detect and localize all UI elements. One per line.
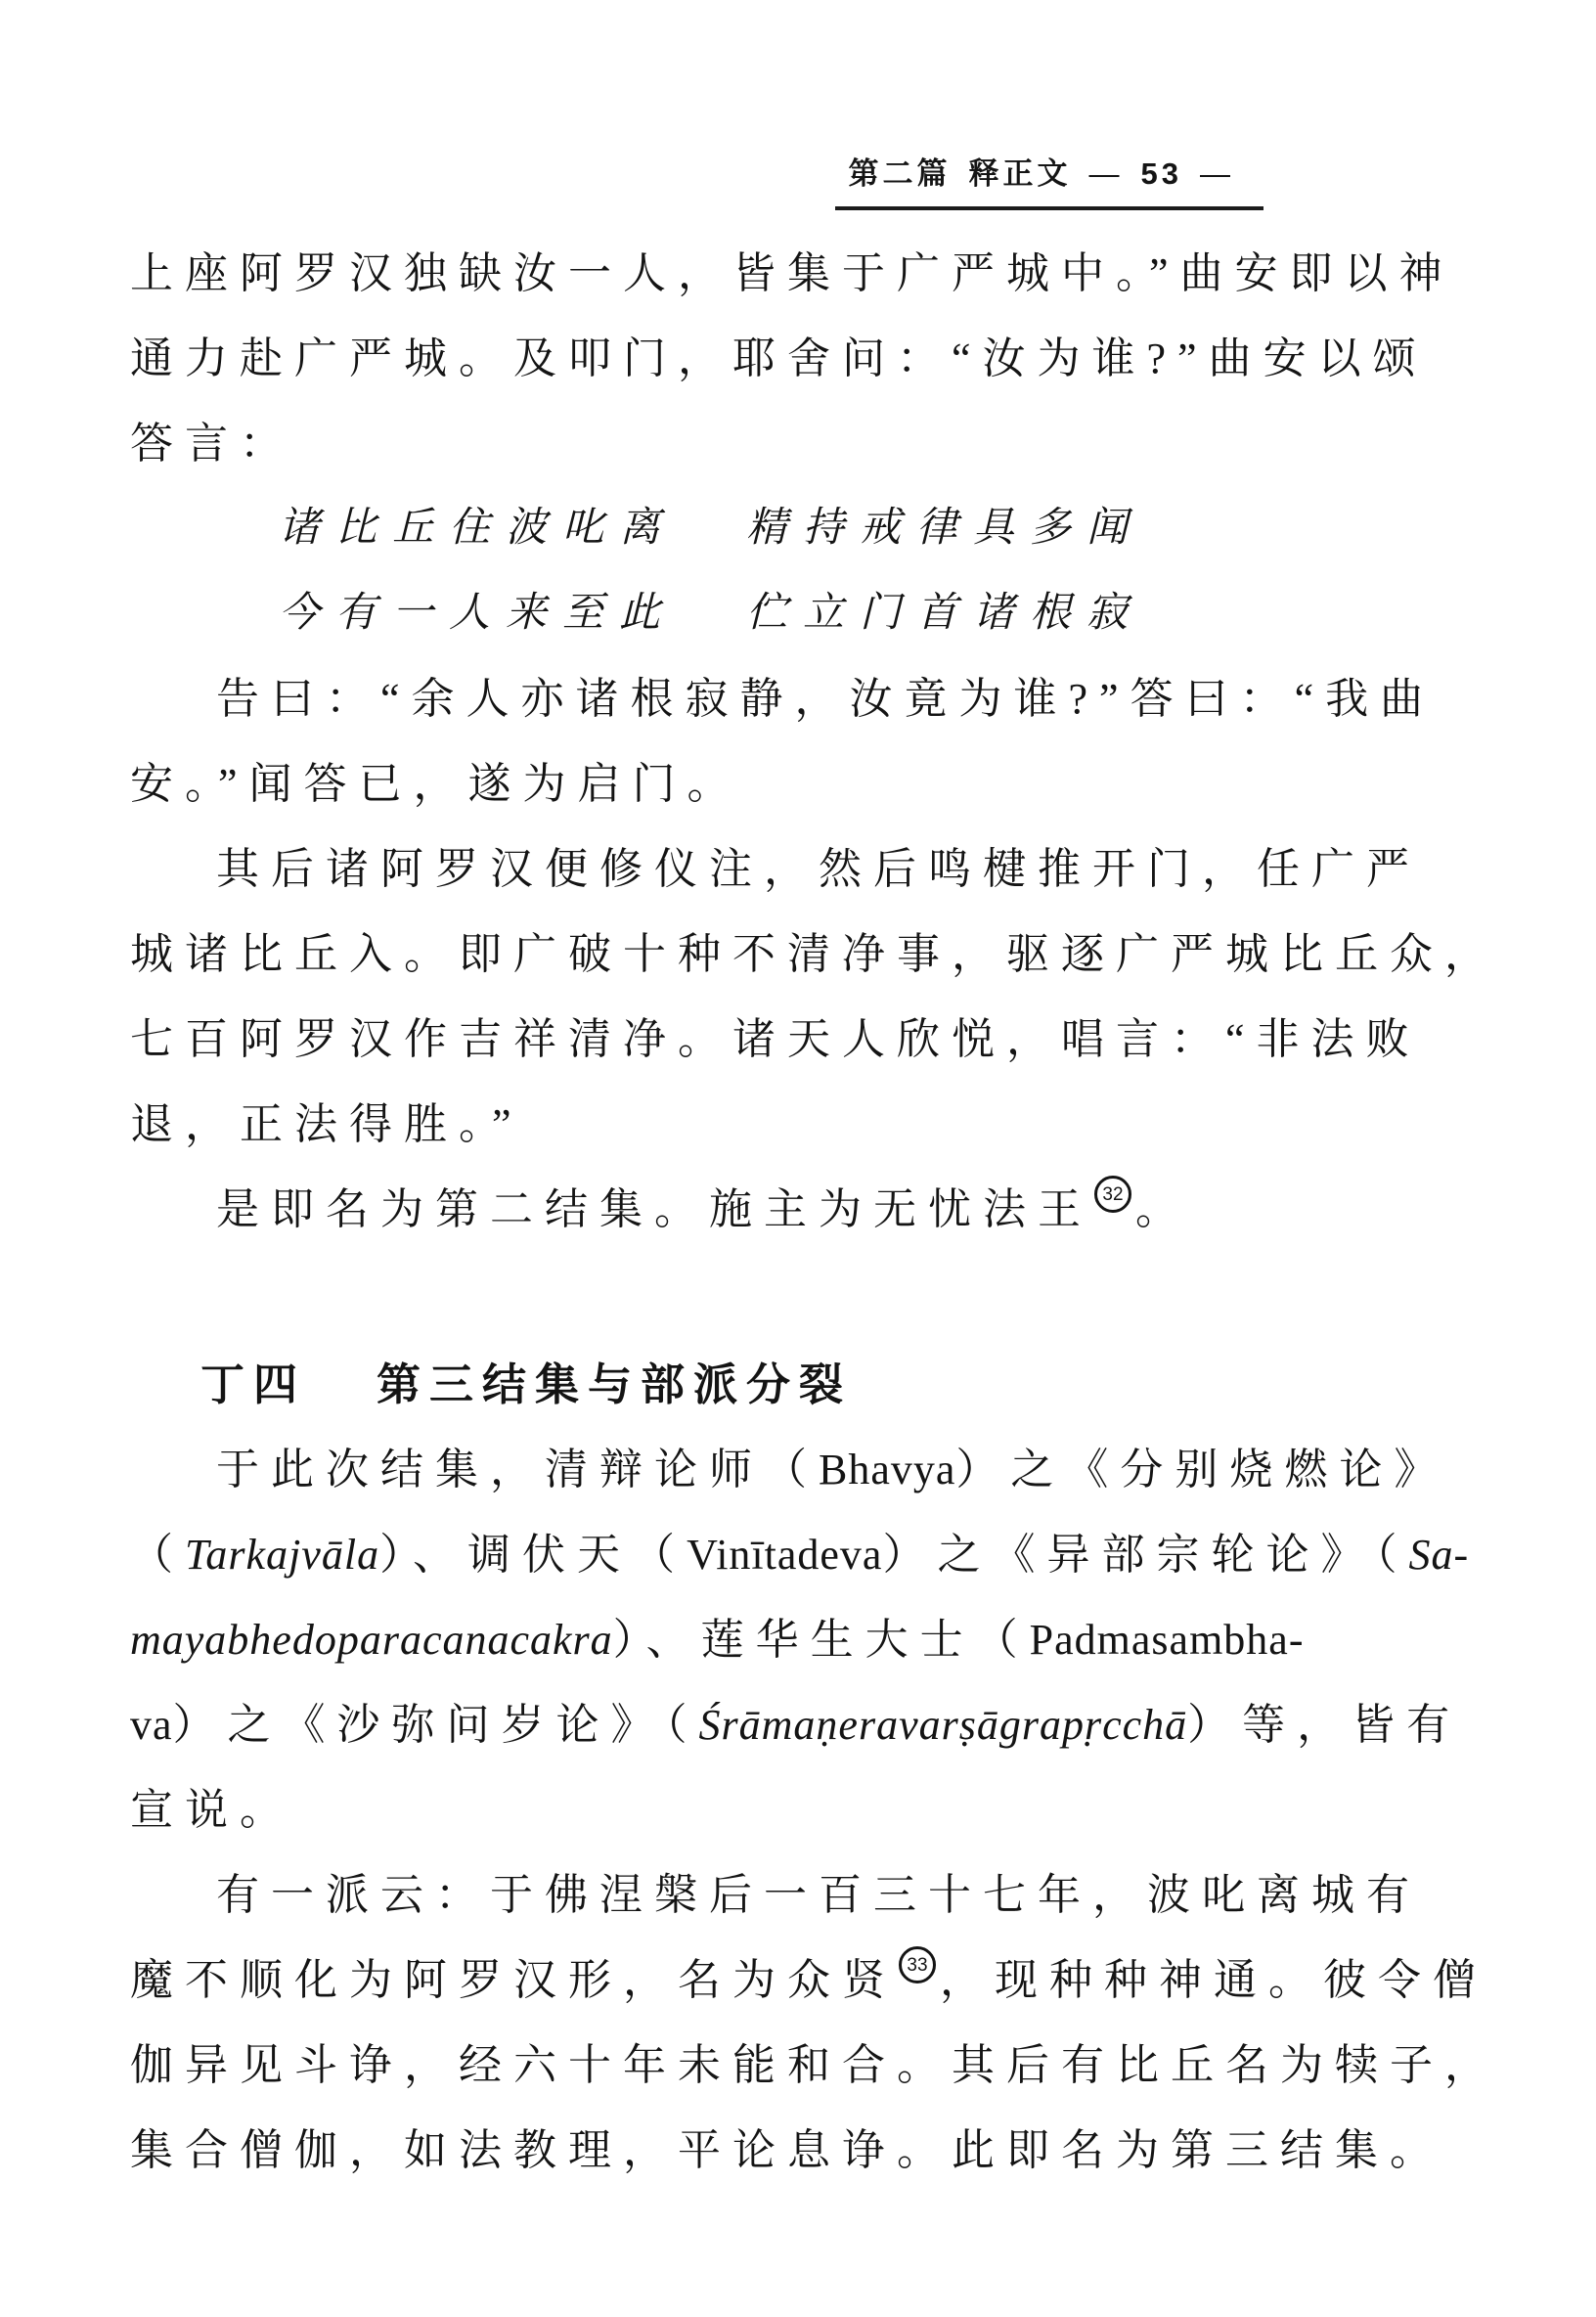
header-title: 释正文 xyxy=(968,156,1072,191)
text-segment: 城诸比丘入。即广破十种不清净事，驱逐广严城比丘众， xyxy=(130,930,1499,978)
text-segment: 伫立门首诸根寂 xyxy=(746,591,1144,636)
text-segment: Sa- xyxy=(1408,1531,1470,1579)
text-segment: 诸比丘住波叱离 xyxy=(279,506,677,551)
text-line xyxy=(130,1767,1480,1852)
text-line xyxy=(130,1682,1480,1767)
text-line xyxy=(130,826,1480,912)
text-segment: va xyxy=(130,1701,173,1749)
text-segment: 通力赴广严城。及叩门，耶舍问：“汝为谁?”曲安以颂 xyxy=(130,334,1428,382)
text-segment: Tarkajvāla xyxy=(185,1531,380,1579)
footnote-marker: 33 xyxy=(899,1946,936,1983)
text-segment: Vinītadeva xyxy=(687,1531,883,1579)
text-segment: Śrāmaṇeravarṣāgrapṛcchā xyxy=(698,1701,1188,1749)
text-segment: ，现种种神通。彼令僧 xyxy=(940,1956,1487,2004)
text-segment: 丁四 xyxy=(200,1359,307,1409)
text-line xyxy=(130,656,1480,741)
text-segment: 是即名为第二结集。施主为无忧法王 xyxy=(216,1185,1092,1233)
page-body xyxy=(130,231,1499,2193)
text-segment: ）之《异部宗轮论》（ xyxy=(882,1531,1409,1579)
text-line xyxy=(130,1512,1480,1597)
text-segment: 集合僧伽，如法教理，平论息诤。此即名为第三结集。 xyxy=(130,2126,1444,2174)
text-line xyxy=(130,1597,1480,1682)
verse-line xyxy=(130,486,1480,571)
text-segment: 。 xyxy=(1135,1185,1190,1233)
text-segment: 魔不顺化为阿罗汉形，名为众贤 xyxy=(130,1956,897,2004)
text-segment: 于此次结集，清辩论师（ xyxy=(216,1446,819,1493)
page-header xyxy=(835,149,1264,210)
text-segment: 答言： xyxy=(130,420,294,468)
text-segment: 今有一人来至此 xyxy=(279,591,677,636)
text-line xyxy=(130,401,1480,486)
text-segment: 精持戒律具多闻 xyxy=(746,506,1144,551)
text-line xyxy=(130,912,1499,997)
text-line xyxy=(130,1167,1480,1252)
text-segment: ）之《分别烧燃论》 xyxy=(955,1446,1449,1493)
header-page-number: 53 xyxy=(1140,156,1182,191)
text-segment: 有一派云：于佛涅槃后一百三十七年，波叱离城有 xyxy=(216,1871,1421,1919)
header-dash: — xyxy=(1200,156,1234,191)
text-segment: 告曰：“余人亦诸根寂静，汝竟为谁?”答曰：“我曲 xyxy=(216,675,1436,723)
verse-line xyxy=(130,571,1480,656)
text-segment: 七百阿罗汉作吉祥清净。诸天人欣悦，唱言：“非法败 xyxy=(130,1015,1421,1063)
text-segment: 安。”闻答已，遂为启门。 xyxy=(130,760,742,808)
text-segment: ）、调伏天（ xyxy=(379,1531,687,1579)
text-segment: ）等，皆有 xyxy=(1187,1701,1462,1749)
text-segment: 第三结集与部派分裂 xyxy=(377,1359,853,1409)
text-line xyxy=(130,1938,1487,2023)
section-heading xyxy=(130,1342,1480,1427)
text-line xyxy=(130,741,1480,826)
text-segment: 其后诸阿罗汉便修仪注，然后鸣楗推开门，任广严 xyxy=(216,845,1421,893)
text-segment: 上座阿罗汉独缺汝一人，皆集于广严城中。”曲安即以神 xyxy=(130,249,1454,297)
text-line xyxy=(130,231,1480,316)
text-line xyxy=(130,1852,1480,1938)
header-dash: — xyxy=(1088,156,1124,191)
text-segment: 伽异见斗诤，经六十年未能和合。其后有比丘名为犊子， xyxy=(130,2041,1499,2089)
text-line xyxy=(130,2108,1480,2193)
text-segment: 宣说。 xyxy=(130,1786,294,1834)
text-segment: Padmasambha- xyxy=(1029,1616,1305,1664)
text-line xyxy=(130,2023,1499,2108)
footnote-marker: 32 xyxy=(1094,1176,1131,1213)
text-line xyxy=(130,316,1480,401)
text-segment: （ xyxy=(130,1531,185,1579)
text-segment: Bhavya xyxy=(819,1446,956,1493)
text-segment: ）、莲华生大士（ xyxy=(612,1616,1030,1664)
text-segment: 退，正法得胜。” xyxy=(130,1100,523,1148)
header-section: 第二篇 xyxy=(848,156,952,191)
text-line xyxy=(130,997,1480,1082)
text-line xyxy=(130,1427,1480,1512)
text-segment: mayabhedoparacanacakra xyxy=(130,1616,613,1664)
text-segment: ）之《沙弥问岁论》（ xyxy=(172,1701,699,1749)
text-line xyxy=(130,1082,1480,1167)
